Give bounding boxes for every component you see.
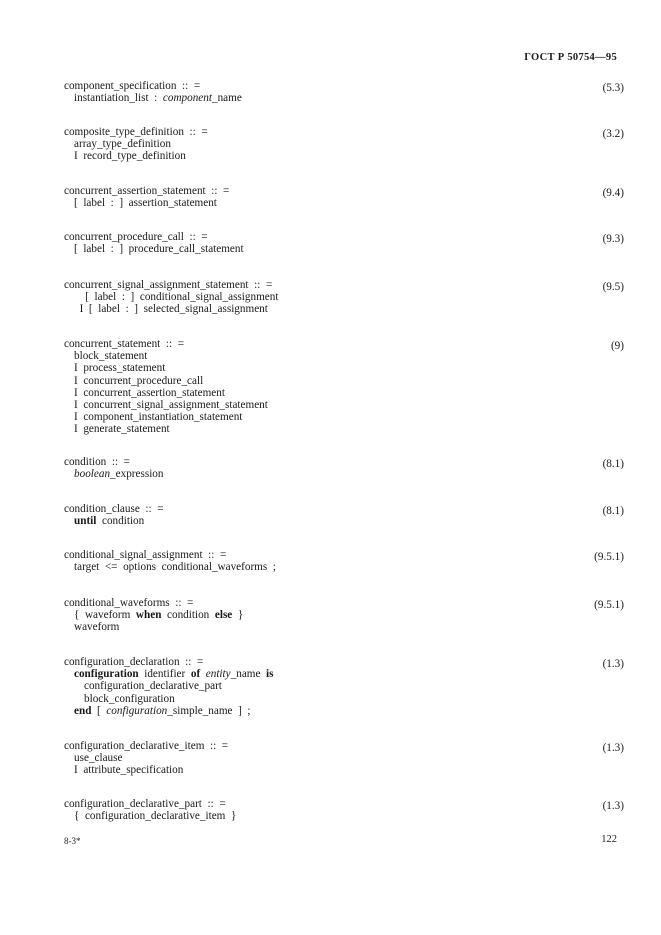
rule-body-line (64, 621, 624, 633)
keyword: else (214, 609, 233, 622)
text-segment: block_configuration (84, 692, 175, 705)
section-reference: (9.5) (602, 281, 624, 293)
rule-body-line (64, 92, 624, 104)
italic-prefix: boolean (74, 468, 111, 481)
text-segment: I concurrent_assertion_statement (74, 386, 225, 399)
text-segment: identifier (138, 668, 191, 681)
grammar-rule (64, 798, 624, 822)
text-segment: instantiation_list : (74, 92, 163, 105)
text-segment: conditional_waveforms :: = (64, 597, 194, 609)
grammar-rule (64, 185, 624, 209)
rule-body-line (64, 350, 624, 362)
rule-head (64, 798, 624, 810)
grammar-rule (64, 231, 624, 255)
rule-head (64, 740, 624, 752)
text-segment: I record_type_definition (74, 150, 186, 163)
text-segment: concurrent_procedure_call :: = (64, 231, 208, 243)
keyword: when (135, 609, 162, 622)
text-segment: array_type_definition (74, 138, 171, 151)
text-segment: condition :: = (64, 456, 130, 468)
italic-prefix: component (162, 92, 212, 105)
grammar-rule (64, 740, 624, 777)
section-reference: (9.4) (602, 187, 624, 199)
rule-body-line (64, 705, 624, 717)
text-segment: I concurrent_signal_assignment_statement (74, 399, 268, 412)
rule-body-line (64, 399, 624, 411)
rule-head (64, 231, 624, 243)
text-segment: configuration_declarative_item :: = (64, 740, 229, 752)
rule-body-line (64, 375, 624, 387)
rule-body-line (64, 243, 624, 255)
rule-head (64, 456, 624, 468)
rule-body-line (64, 423, 624, 435)
text-segment: _name (230, 668, 267, 681)
rule-body-line (64, 197, 624, 209)
rule-body-line (64, 810, 624, 822)
text-segment: concurrent_assertion_statement :: = (64, 185, 230, 197)
section-reference: (9.5.1) (594, 599, 624, 611)
rule-head (64, 597, 624, 609)
text-segment: [ (91, 704, 107, 717)
text-segment: _name (211, 92, 242, 105)
grammar-rule (64, 126, 624, 163)
rule-head (64, 656, 624, 668)
text-segment: waveform (74, 621, 120, 634)
text-segment: condition (96, 515, 145, 528)
text-segment: target <= options conditional_waveforms ; (74, 561, 276, 574)
text-segment: I concurrent_procedure_call (74, 374, 204, 387)
text-segment: { waveform (74, 609, 136, 622)
rule-head (64, 126, 624, 138)
page-number: 122 (601, 834, 617, 845)
rule-body-line (64, 693, 624, 705)
rule-body-line (64, 468, 624, 480)
text-segment: component_specification :: = (64, 80, 201, 92)
text-segment: } (232, 609, 244, 622)
text-segment: I [ label : ] selected_signal_assignment (74, 303, 268, 316)
section-reference: (9.5.1) (594, 551, 624, 563)
rule-body-line (64, 609, 624, 621)
text-segment: configuration_declarative_part :: = (64, 798, 226, 810)
rule-body-line (64, 680, 624, 692)
text-segment: configuration_declarative_part (84, 680, 222, 693)
grammar-rule (64, 656, 624, 717)
text-segment: _simple_name ] ; (167, 704, 251, 717)
rule-head (64, 503, 624, 515)
rule-head (64, 185, 624, 197)
rule-body-line (64, 561, 624, 573)
footer-signature: 8-3* (64, 836, 81, 846)
text-segment: use_clause (74, 752, 123, 765)
keyword: is (266, 668, 274, 681)
text-segment: [ label : ] procedure_call_statement (74, 243, 244, 256)
text-segment: concurrent_signal_assignment_statement :: = (64, 279, 273, 291)
rule-head (64, 338, 624, 350)
keyword: of (190, 668, 201, 681)
text-segment: I attribute_specification (74, 764, 184, 777)
text-segment: condition (161, 609, 215, 622)
rule-body-line (64, 291, 624, 303)
keyword: until (74, 515, 97, 528)
section-reference: (8.1) (602, 458, 624, 470)
section-reference: (9.3) (602, 233, 624, 245)
keyword: configuration (74, 668, 139, 681)
grammar-rule (64, 503, 624, 527)
rule-body-line (64, 411, 624, 423)
text-segment: block_statement (74, 350, 148, 363)
text-segment: [ label : ] conditional_signal_assignment (74, 291, 279, 304)
section-reference: (9) (610, 340, 624, 352)
grammar-rule (64, 279, 624, 316)
section-reference: (1.3) (602, 800, 624, 812)
rule-body-line (64, 138, 624, 150)
rule-head (64, 80, 624, 92)
section-reference: (8.1) (602, 505, 624, 517)
text-segment: conditional_signal_assignment :: = (64, 549, 227, 561)
rule-body-line (64, 752, 624, 764)
text-segment: I generate_statement (74, 423, 170, 436)
rule-body-line (64, 303, 624, 315)
text-segment: _expression (110, 468, 164, 481)
section-reference: (1.3) (602, 658, 624, 670)
grammar-rule (64, 549, 624, 573)
rule-body-line (64, 515, 624, 527)
text-segment: concurrent_statement :: = (64, 338, 185, 350)
grammar-rule (64, 597, 624, 634)
italic-prefix: entity (205, 668, 231, 681)
page-header: ГОСТ Р 50754—95 (524, 52, 617, 63)
keyword: end (74, 704, 92, 717)
text-segment: configuration_declaration :: = (64, 656, 204, 668)
rule-body-line (64, 362, 624, 374)
section-reference: (5.3) (602, 82, 624, 94)
text-segment: composite_type_definition :: = (64, 126, 208, 138)
rule-head (64, 549, 624, 561)
text-segment: condition_clause :: = (64, 503, 164, 515)
rule-body-line (64, 764, 624, 776)
text-segment: [ label : ] assertion_statement (74, 197, 217, 210)
rule-body-line (64, 387, 624, 399)
text-segment: I process_statement (74, 362, 166, 375)
rule-body-line (64, 668, 624, 680)
text-segment: I component_instantiation_statement (74, 411, 243, 424)
grammar-rule (64, 80, 624, 104)
grammar-rule (64, 338, 624, 436)
rule-body-line (64, 150, 624, 162)
section-reference: (1.3) (602, 742, 624, 754)
text-segment: { configuration_declarative_item } (74, 810, 237, 823)
rule-head (64, 279, 624, 291)
italic-prefix: configuration (106, 704, 168, 717)
grammar-rule (64, 456, 624, 480)
section-reference: (3.2) (602, 128, 624, 140)
